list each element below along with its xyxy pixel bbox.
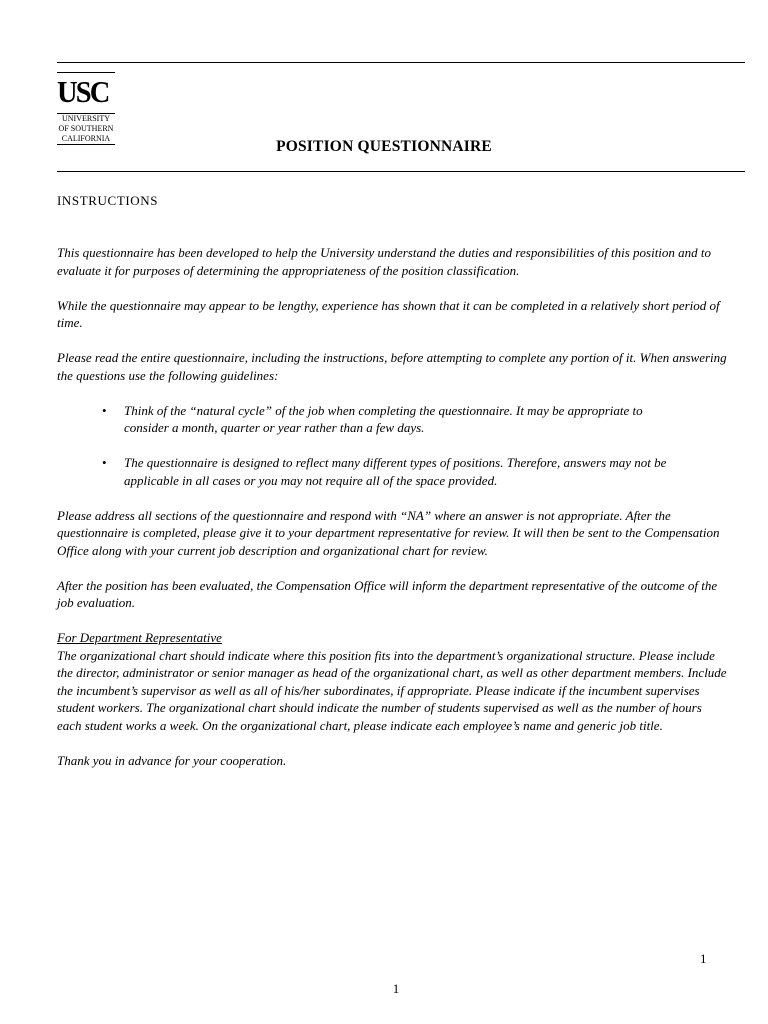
thanks-line: Thank you in advance for your cooperation. (57, 752, 287, 768)
list-item (57, 402, 729, 437)
paragraph-guidelines: Please read the entire questionnaire, including the instructions, before attempting to complete any portion of it. When answering the questions use the following guidelines: (57, 350, 727, 383)
instructions-body (57, 244, 729, 787)
logo-wordmark: USC (57, 74, 109, 109)
list-item (57, 454, 729, 489)
logo-line-2: OF SOUTHERN (58, 124, 114, 133)
bullet-text: The questionnaire is designed to reflect many different types of positions. Therefore, answers may not be applicable in all cases or you may not require all of the space provided. (124, 455, 667, 488)
page-number-center: 1 (392, 981, 400, 996)
section-heading: INSTRUCTIONS (57, 193, 159, 208)
dept-rep-heading: For Department Representative (57, 630, 222, 645)
paragraph-length: While the questionnaire may appear to be lengthy, experience has shown that it can be completed in a relatively short period of time. (57, 297, 720, 330)
header-bottom-rule (57, 171, 745, 172)
paragraph-evaluation: After the position has been evaluated, the Compensation Office will inform the department representative of the outcome of the job evaluation. (57, 577, 718, 610)
usc-logo (57, 72, 115, 145)
logo-line-3: CALIFORNIA (61, 134, 111, 143)
dept-rep-text: The organizational chart should indicate where this position fits into the department’s organizational structure. Please include the director, administrator or senior manager as head of the organizational chart, as well as other department members. Include the incumbent’s supervisor as well as all of his/her subordinates, if appropriate. Please indicate if the incumbent supervises student workers. The organizational chart should indicate the number of students supervised as well as the number of hours each student works a week. On the organizational chart, please indicate each employee’s name and generic job title. (57, 647, 727, 733)
page-title: POSITION QUESTIONNAIRE (276, 138, 492, 155)
header-top-rule (57, 62, 745, 63)
bullet-icon: • (102, 455, 107, 470)
paragraph-purpose: This questionnaire has been developed to help the University understand the duties and responsibilities of this position and to evaluate it for purposes of determining the appropriateness of the position classification. (57, 245, 712, 278)
paragraph-address-sections: Please address all sections of the questionnaire and respond with “NA” where an answer is not appropriate. After the questionnaire is completed, please give it to your department representative for review. It will then be sent to the Compensation Office along with your current job description and organizational chart for review. (57, 507, 720, 558)
guidelines-list (57, 402, 729, 490)
logo-top-line (57, 72, 115, 73)
bullet-text: Think of the “natural cycle” of the job when completing the questionnaire. It may be appropriate to consider a month, quarter or year rather than a few days. (124, 402, 643, 435)
page-number-right: 1 (700, 951, 707, 966)
bullet-icon: • (102, 402, 107, 418)
logo-line-1: UNIVERSITY (62, 114, 110, 123)
dept-rep-section (57, 629, 729, 734)
